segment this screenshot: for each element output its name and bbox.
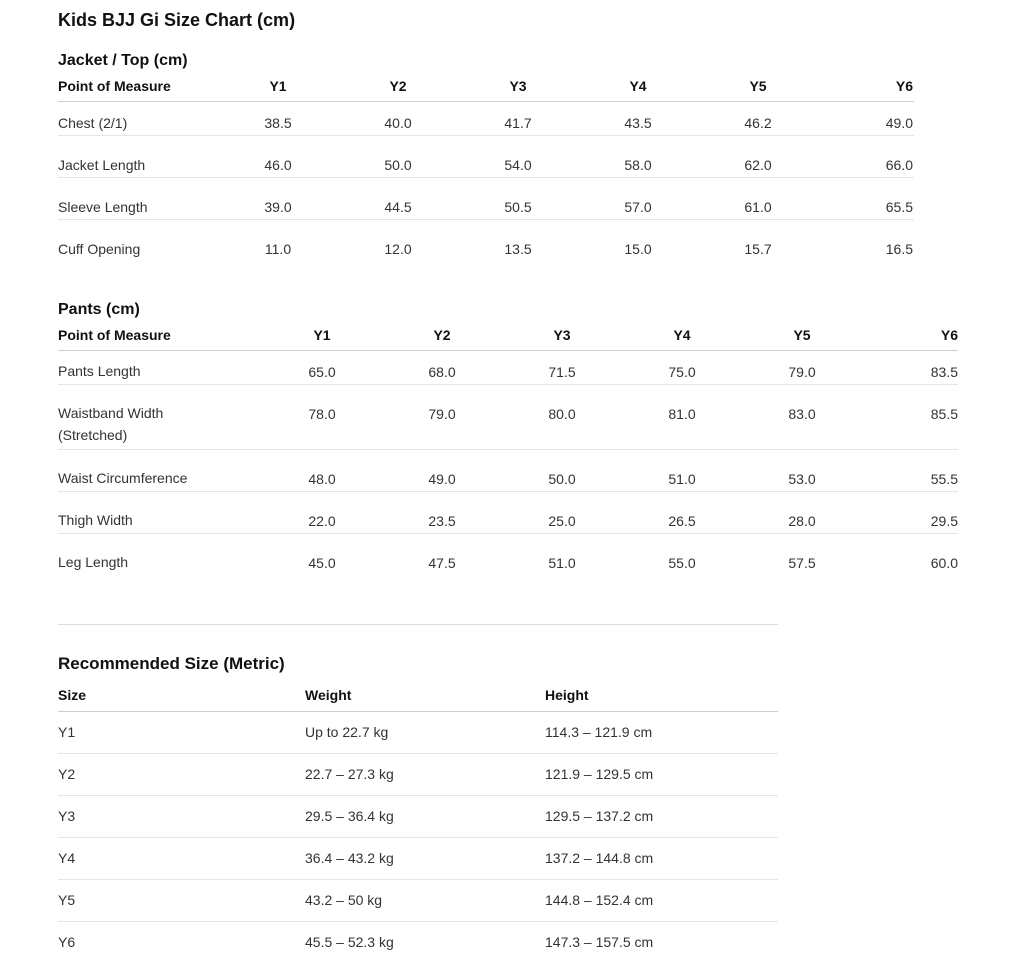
size-cell: Y2 <box>58 766 76 782</box>
column-header-y2: Y2 <box>389 78 407 94</box>
cell-value: 68.0 <box>428 364 456 380</box>
column-header-height: Height <box>545 687 589 703</box>
row-label: Cuff Opening <box>58 241 141 257</box>
cell-value: 65.5 <box>885 199 913 215</box>
page-title: Kids BJJ Gi Size Chart (cm) <box>58 10 296 30</box>
weight-cell: 43.2 – 50 kg <box>305 892 383 908</box>
cell-value: 23.5 <box>428 513 456 529</box>
cell-value: 41.7 <box>504 115 532 131</box>
cell-value: 79.0 <box>428 406 456 422</box>
row-divider <box>58 491 958 492</box>
cell-value: 61.0 <box>744 199 772 215</box>
cell-value: 13.5 <box>504 241 532 257</box>
cell-value: 47.5 <box>428 555 456 571</box>
column-header-point-of-measure: Point of Measure <box>58 78 171 94</box>
cell-value: 28.0 <box>788 513 816 529</box>
row-divider <box>58 177 914 178</box>
weight-cell: 29.5 – 36.4 kg <box>305 808 394 824</box>
column-header-y4: Y4 <box>673 327 691 343</box>
row-divider <box>58 533 958 534</box>
cell-value: 58.0 <box>624 157 652 173</box>
row-divider <box>58 753 778 754</box>
row-divider <box>58 837 778 838</box>
row-label: Waistband Width (Stretched) <box>58 405 164 443</box>
cell-value: 66.0 <box>885 157 913 173</box>
cell-value: 15.7 <box>744 241 772 257</box>
size-cell: Y1 <box>58 724 76 740</box>
cell-value: 62.0 <box>744 157 772 173</box>
column-header-y3: Y3 <box>509 78 527 94</box>
cell-value: 81.0 <box>668 406 696 422</box>
size-cell: Y3 <box>58 808 76 824</box>
cell-value: 45.0 <box>308 555 336 571</box>
row-divider <box>58 795 778 796</box>
row-divider <box>58 921 778 922</box>
cell-value: 75.0 <box>668 364 696 380</box>
header-rule <box>58 101 914 102</box>
cell-value: 11.0 <box>264 241 292 257</box>
size-cell: Y4 <box>58 850 76 866</box>
cell-value: 15.0 <box>624 241 652 257</box>
cell-value: 25.0 <box>548 513 576 529</box>
column-header-weight: Weight <box>305 687 352 703</box>
cell-value: 40.0 <box>384 115 412 131</box>
section-divider <box>58 624 778 625</box>
row-label: Sleeve Length <box>58 199 148 215</box>
cell-value: 49.0 <box>428 471 456 487</box>
column-header-y2: Y2 <box>433 327 451 343</box>
header-rule <box>58 711 778 712</box>
cell-value: 48.0 <box>308 471 336 487</box>
size-cell: Y6 <box>58 934 76 950</box>
height-cell: 114.3 – 121.9 cm <box>545 724 653 740</box>
cell-value: 71.5 <box>548 364 576 380</box>
row-label: Jacket Length <box>58 157 146 173</box>
cell-value: 57.5 <box>788 555 816 571</box>
weight-cell: Up to 22.7 kg <box>305 724 389 740</box>
cell-value: 57.0 <box>624 199 652 215</box>
column-header-y6: Y6 <box>895 78 913 94</box>
row-divider <box>58 219 914 220</box>
height-cell: 121.9 – 129.5 cm <box>545 766 654 782</box>
cell-value: 51.0 <box>668 471 696 487</box>
row-label: Leg Length <box>58 554 129 570</box>
column-header-y1: Y1 <box>313 327 331 343</box>
cell-value: 55.0 <box>668 555 696 571</box>
column-header-y5: Y5 <box>749 78 767 94</box>
weight-cell: 45.5 – 52.3 kg <box>305 934 394 950</box>
weight-cell: 22.7 – 27.3 kg <box>305 766 394 782</box>
header-rule <box>58 350 958 351</box>
cell-value: 55.5 <box>930 471 958 487</box>
cell-value: 53.0 <box>788 471 816 487</box>
cell-value: 54.0 <box>504 157 532 173</box>
cell-value: 83.5 <box>930 364 958 380</box>
pants-heading: Pants (cm) <box>58 301 140 318</box>
cell-value: 44.5 <box>384 199 412 215</box>
column-header-point-of-measure: Point of Measure <box>58 327 171 343</box>
height-cell: 129.5 – 137.2 cm <box>545 808 654 824</box>
column-header-size: Size <box>58 687 87 703</box>
cell-value: 16.5 <box>885 241 913 257</box>
row-divider <box>58 449 958 450</box>
height-cell: 137.2 – 144.8 cm <box>545 850 654 866</box>
cell-value: 78.0 <box>308 406 336 422</box>
row-divider <box>58 879 778 880</box>
cell-value: 49.0 <box>885 115 913 131</box>
cell-value: 65.0 <box>308 364 336 380</box>
cell-value: 50.5 <box>504 199 532 215</box>
row-label: Pants Length <box>58 363 141 379</box>
row-divider <box>58 135 914 136</box>
cell-value: 38.5 <box>264 115 292 131</box>
cell-value: 80.0 <box>548 406 576 422</box>
recommended-heading: Recommended Size (Metric) <box>58 654 285 673</box>
cell-value: 83.0 <box>788 406 816 422</box>
weight-cell: 36.4 – 43.2 kg <box>305 850 394 866</box>
cell-value: 50.0 <box>384 157 412 173</box>
cell-value: 46.2 <box>744 115 772 131</box>
cell-value: 43.5 <box>624 115 652 131</box>
column-header-y5: Y5 <box>793 327 811 343</box>
row-label: Waist Circumference <box>58 470 188 486</box>
column-header-y4: Y4 <box>629 78 647 94</box>
cell-value: 12.0 <box>384 241 412 257</box>
height-cell: 144.8 – 152.4 cm <box>545 892 654 908</box>
cell-value: 46.0 <box>264 157 292 173</box>
row-label: Thigh Width <box>58 512 133 528</box>
column-header-y6: Y6 <box>940 327 958 343</box>
cell-value: 50.0 <box>548 471 576 487</box>
cell-value: 22.0 <box>308 513 336 529</box>
cell-value: 39.0 <box>264 199 292 215</box>
cell-value: 29.5 <box>930 513 958 529</box>
column-header-y3: Y3 <box>553 327 571 343</box>
cell-value: 79.0 <box>788 364 816 380</box>
height-cell: 147.3 – 157.5 cm <box>545 934 654 950</box>
cell-value: 85.5 <box>930 406 958 422</box>
cell-value: 26.5 <box>668 513 696 529</box>
size-cell: Y5 <box>58 892 76 908</box>
cell-value: 60.0 <box>930 555 958 571</box>
column-header-y1: Y1 <box>269 78 287 94</box>
row-divider <box>58 384 958 385</box>
jacket-heading: Jacket / Top (cm) <box>58 52 188 69</box>
row-label: Chest (2/1) <box>58 115 128 131</box>
cell-value: 51.0 <box>548 555 576 571</box>
